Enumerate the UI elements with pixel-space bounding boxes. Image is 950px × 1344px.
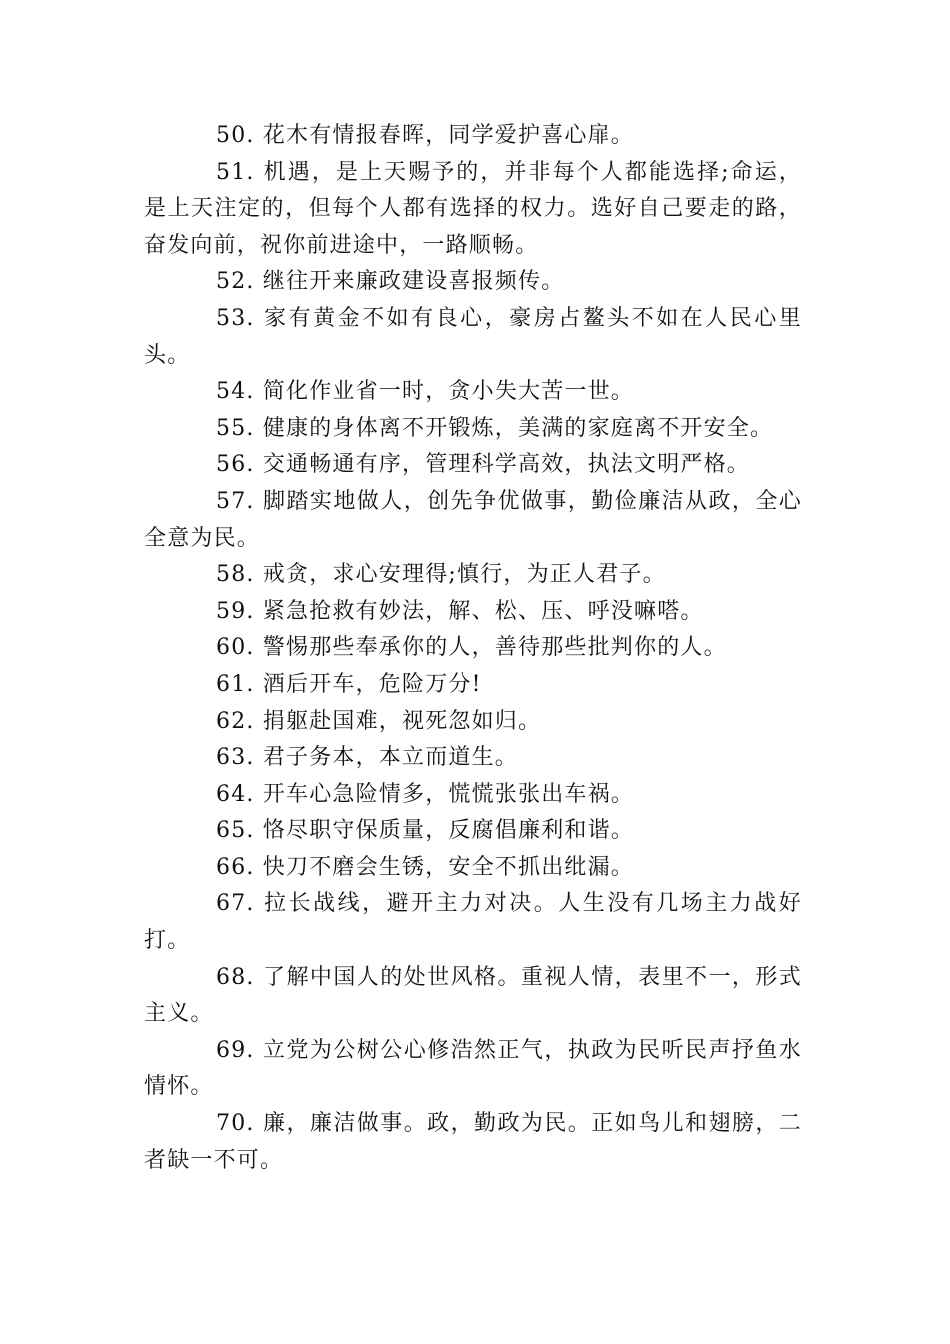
item-text: 恪尽职守保质量，反腐倡廉利和谐。 [262,818,634,844]
item-text: 交通畅通有序，管理科学高效，执法文明严格。 [262,452,750,478]
item-number: 66. [216,854,255,880]
list-item [144,777,802,814]
list-item [144,850,802,887]
item-text: 捐躯赴国难，视死忽如归。 [262,708,542,734]
item-text: 君子务本，本立而道生。 [262,745,518,771]
list-item [144,301,802,374]
item-number: 59. [216,598,255,624]
item-text: 了解中国人的处世风格。重视人情，表里不一，形式主义。 [144,964,802,1027]
item-text: 开车心急险情多，慌慌张张出车祸。 [262,781,634,807]
item-text: 健康的身体离不开锻炼，美满的家庭离不开安全。 [262,415,774,441]
item-text: 脚踏实地做人，创先争优做事，勤俭廉洁从政，全心全意为民。 [144,488,802,551]
item-text: 简化作业省一时，贪小失大苦一世。 [262,379,634,405]
list-item [144,484,802,557]
list-item [144,411,802,448]
item-text: 戒贪，求心安理得;慎行，为正人君子。 [262,562,666,588]
list-item [144,118,802,155]
list-item [144,557,802,594]
item-number: 63. [216,745,255,771]
list-item [144,813,802,850]
item-text: 警惕那些奉承你的人，善待那些批判你的人。 [262,635,727,661]
item-text: 家有黄金不如有良心，豪房占鳌头不如在人民心里头。 [144,305,802,368]
item-text: 机遇，是上天赐予的，并非每个人都能选择;命运，是上天注定的，但每个人都有选择的权力。选好自己要走的路，奋发向前，祝你前进途中，一路顺畅。 [144,159,802,258]
list-item [144,886,802,959]
list-item [144,374,802,411]
item-text: 紧急抢救有妙法，解、松、压、呼没嘛嗒。 [262,598,704,624]
item-number: 68. [216,964,255,990]
item-number: 65. [216,818,255,844]
item-text: 快刀不磨会生锈，安全不抓出纰漏。 [262,854,634,880]
item-number: 53. [216,305,255,331]
list-item [144,1106,802,1179]
item-number: 54. [216,379,255,405]
item-number: 62. [216,708,255,734]
item-number: 52. [216,269,255,295]
list-item [144,960,802,1033]
item-text: 继往开来廉政建设喜报频传。 [262,269,565,295]
item-number: 64. [216,781,255,807]
item-number: 50. [216,123,255,148]
list-item [144,630,802,667]
list-item [144,155,802,265]
item-number: 58. [216,562,255,588]
list-item [144,740,802,777]
item-text: 立党为公树公心修浩然正气，执政为民听民声抒鱼水情怀。 [144,1037,802,1100]
list-item [144,447,802,484]
item-number: 67. [216,891,255,917]
item-text: 廉，廉洁做事。政，勤政为民。正如鸟儿和翅膀，二者缺一不可。 [144,1111,802,1173]
item-text: 拉长战线，避开主力对决。人生没有几场主力战好打。 [144,891,802,954]
item-number: 70. [216,1111,255,1137]
item-number: 55. [216,415,255,441]
item-number: 61. [216,671,255,697]
list-item [144,667,802,704]
item-number: 60. [216,635,255,661]
list-item [144,704,802,741]
item-number: 57. [216,488,255,514]
item-number: 56. [216,452,255,478]
item-text: 花木有情报春晖，同学爱护喜心扉。 [262,123,634,148]
document-body [144,118,802,1179]
list-item [144,594,802,631]
list-item [144,1033,802,1106]
list-item [144,264,802,301]
item-number: 69. [216,1037,255,1063]
item-text: 酒后开车，危险万分! [262,671,482,697]
item-number: 51. [216,159,255,185]
